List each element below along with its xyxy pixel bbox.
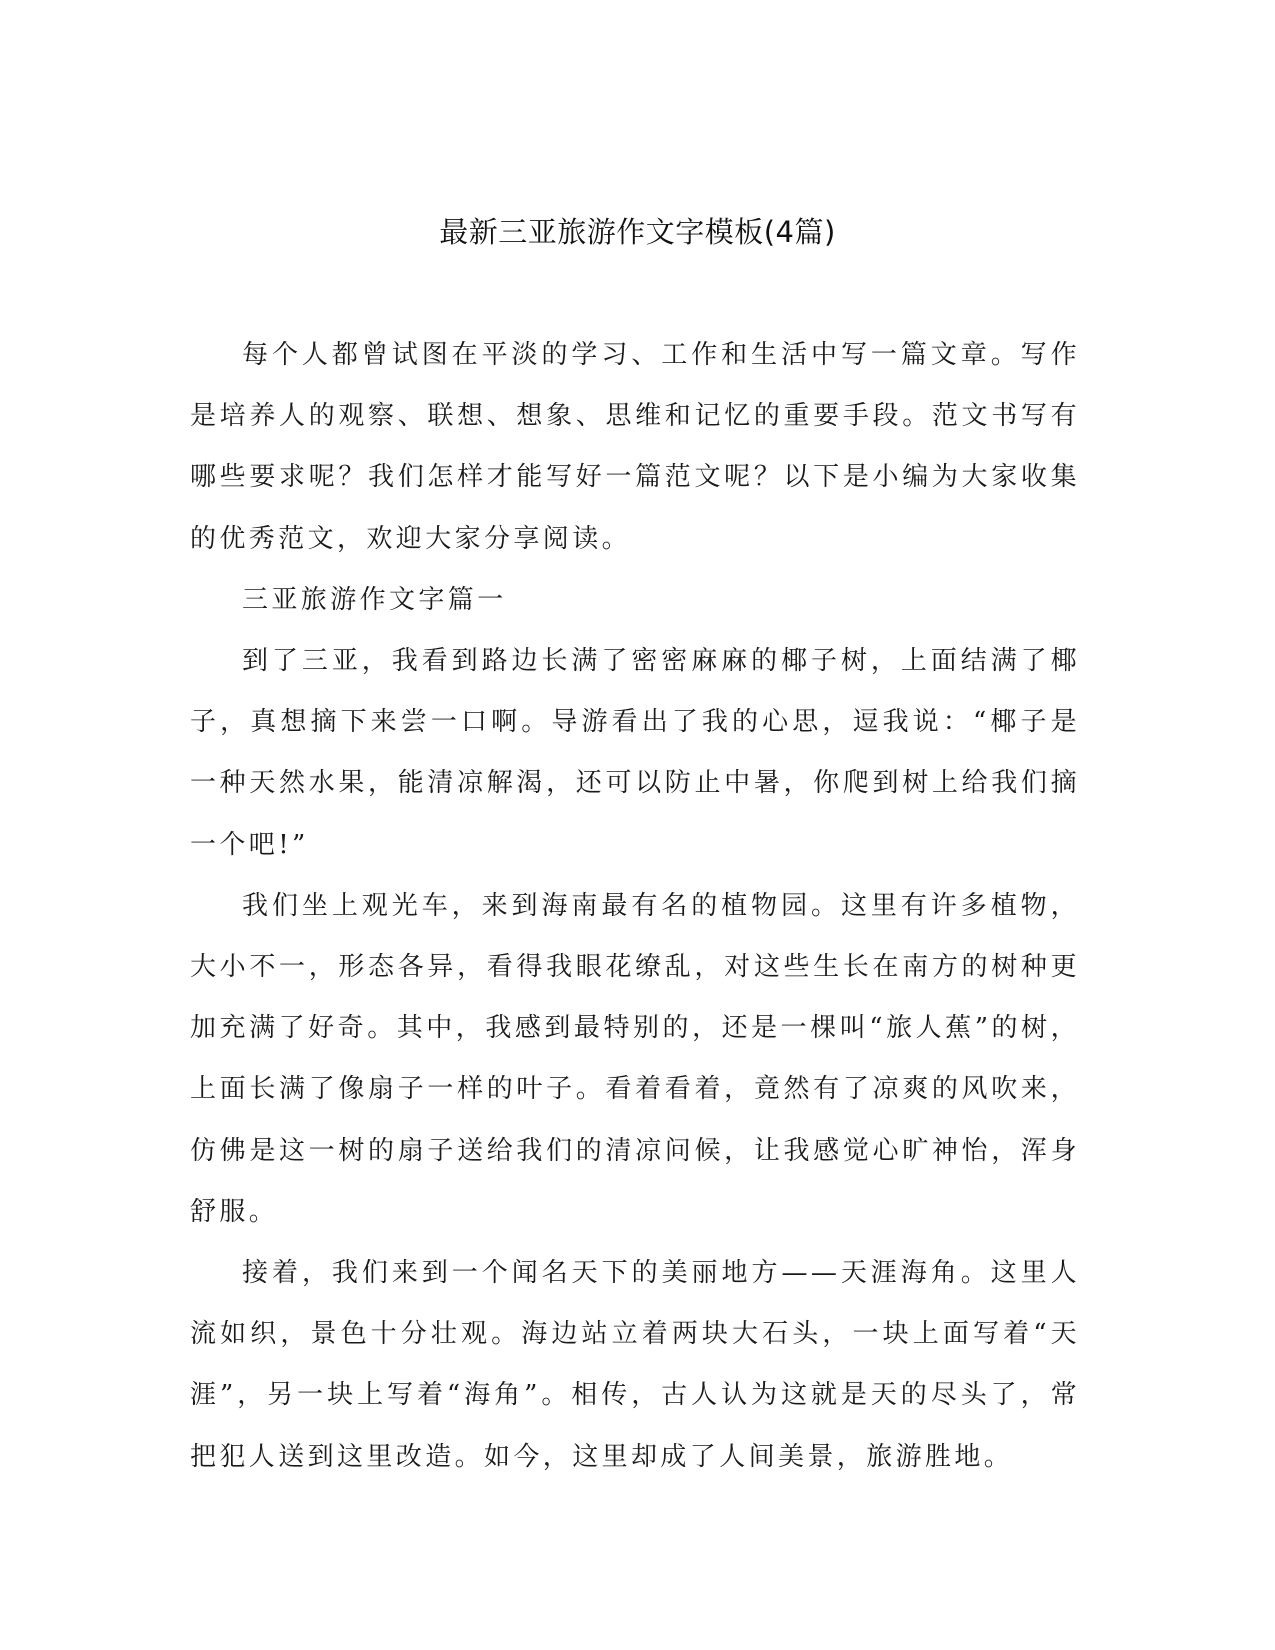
- body-paragraph: 我们坐上观光车，来到海南最有名的植物园。这里有许多植物，大小不一，形态各异，看得我眼花缭乱，对这些生长在南方的树种更加充满了好奇。其中，我感到最特别的，还是一棵叫“旅人蕉”的树，上面长满了像扇子一样的叶子。看着看着，竟然有了凉爽的风吹来，仿佛是这一树的扇子送给我们的清凉问候，让我感觉心旷神怡，浑身舒服。: [190, 890, 1080, 1227]
- body-paragraph: 接着，我们来到一个闻名天下的美丽地方——天涯海角。这里人流如织，景色十分壮观。海边站立着两块大石头，一块上面写着“天涯”，另一块上写着“海角”。相传，古人认为这就是天的尽头了，常把犯人送到这里改造。如今，这里却成了人间美景，旅游胜地。: [190, 1258, 1080, 1472]
- document-body: [190, 325, 1080, 1488]
- intro-paragraph: 每个人都曾试图在平淡的学习、工作和生活中写一篇文章。写作是培养人的观察、联想、想象、思维和记忆的重要手段。范文书写有哪些要求呢？我们怎样才能写好一篇范文呢？以下是小编为大家收集的优秀范文，欢迎大家分享阅读。: [190, 340, 1080, 554]
- body-paragraph: 到了三亚，我看到路边长满了密密麻麻的椰子树，上面结满了椰子，真想摘下来尝一口啊。导游看出了我的心思，逗我说：“椰子是一种天然水果，能清凉解渴，还可以防止中暑，你爬到树上给我们摘一个吧!”: [190, 646, 1080, 860]
- document-title: 最新三亚旅游作文字模板(4篇): [439, 215, 836, 249]
- section-heading: 三亚旅游作文字篇一: [242, 584, 507, 615]
